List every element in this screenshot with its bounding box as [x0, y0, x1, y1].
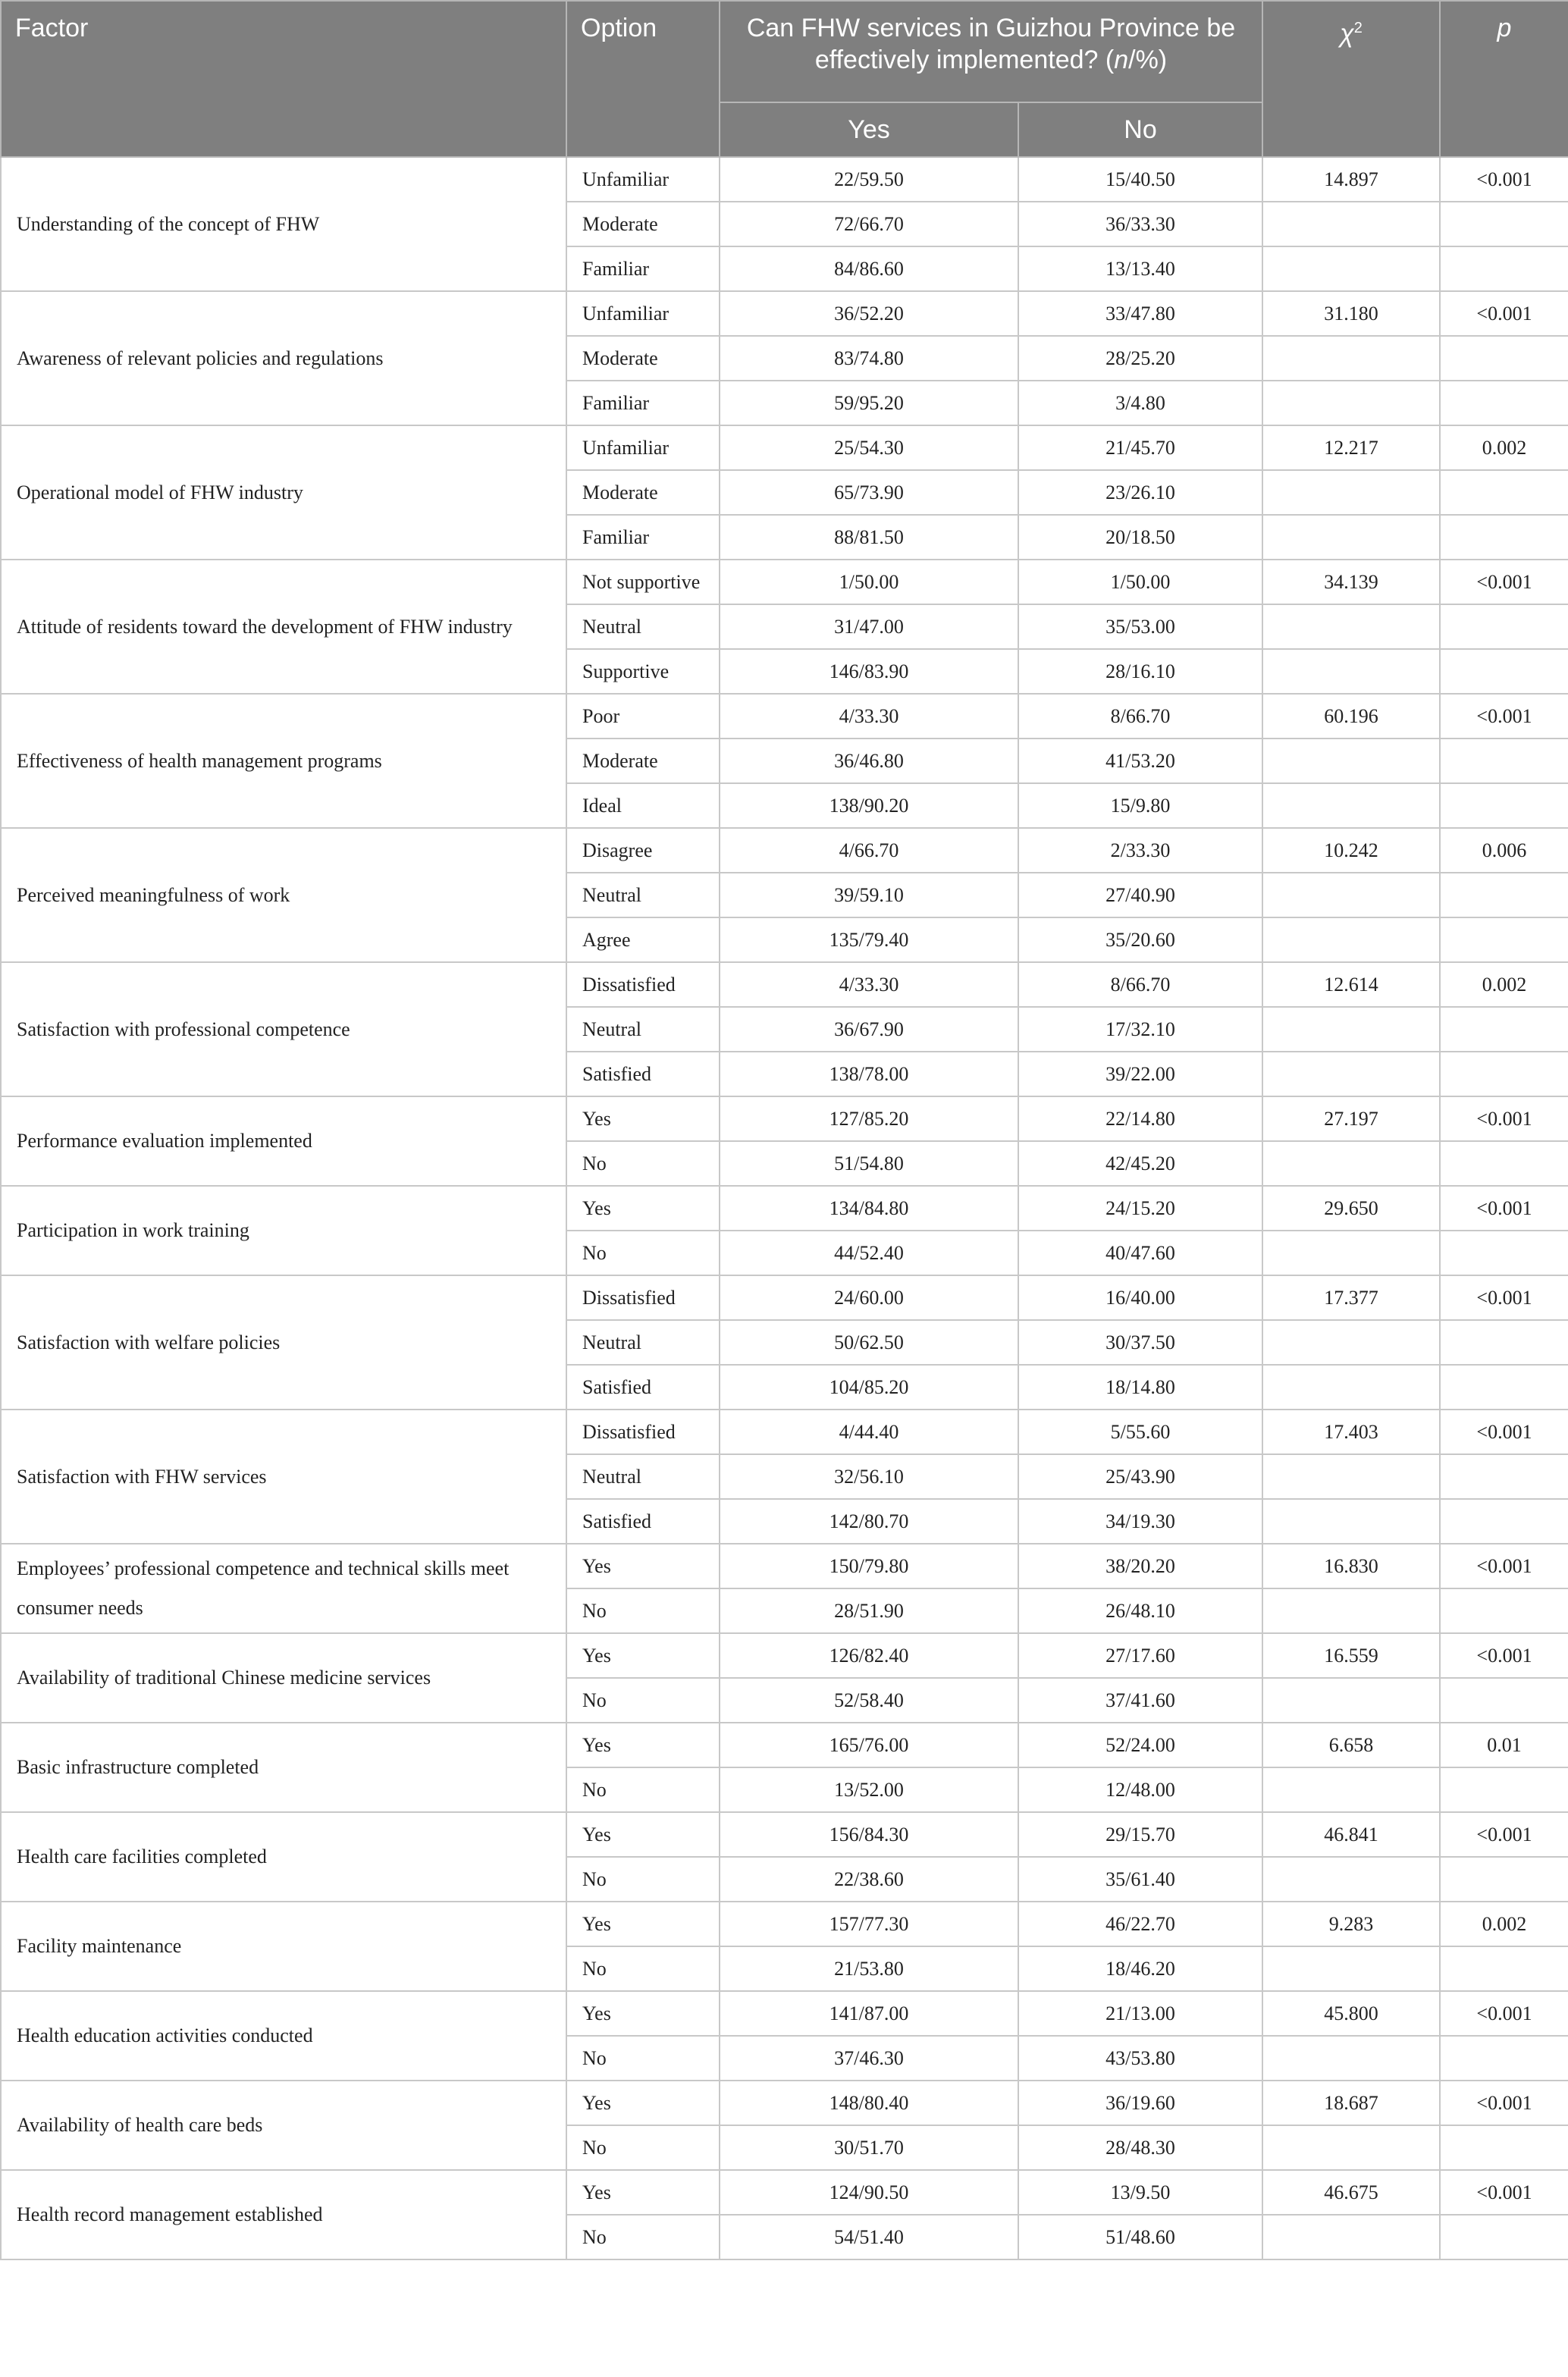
yes-value-cell: 72/66.70	[720, 202, 1018, 246]
factor-cell: Participation in work training	[1, 1186, 566, 1275]
factor-cell: Performance evaluation implemented	[1, 1096, 566, 1186]
yes-value-cell: 24/60.00	[720, 1275, 1018, 1320]
p-value-cell	[1440, 649, 1568, 694]
chi-square-cell: 27.197	[1262, 1096, 1440, 1141]
no-value-cell: 22/14.80	[1018, 1096, 1262, 1141]
factor-cell: Facility maintenance	[1, 1902, 566, 1991]
question-pct: /%)	[1128, 45, 1168, 74]
no-value-cell: 52/24.00	[1018, 1723, 1262, 1767]
p-value-cell	[1440, 2125, 1568, 2170]
no-value-cell: 43/53.80	[1018, 2036, 1262, 2081]
p-value-cell	[1440, 1857, 1568, 1902]
yes-value-cell: 36/46.80	[720, 739, 1018, 783]
no-value-cell: 13/13.40	[1018, 246, 1262, 291]
no-value-cell: 51/48.60	[1018, 2215, 1262, 2259]
no-value-cell: 27/40.90	[1018, 873, 1262, 917]
no-value-cell: 41/53.20	[1018, 739, 1262, 783]
option-cell: Familiar	[566, 515, 720, 560]
yes-value-cell: 4/33.30	[720, 694, 1018, 739]
factor-cell: Health record management established	[1, 2170, 566, 2259]
no-value-cell: 21/45.70	[1018, 425, 1262, 470]
yes-value-cell: 21/53.80	[720, 1946, 1018, 1991]
option-cell: Neutral	[566, 604, 720, 649]
p-value-cell	[1440, 604, 1568, 649]
yes-value-cell: 150/79.80	[720, 1544, 1018, 1588]
chi-square-cell: 46.675	[1262, 2170, 1440, 2215]
p-value-cell: <0.001	[1440, 291, 1568, 336]
option-cell: Neutral	[566, 1007, 720, 1052]
yes-value-cell: 84/86.60	[720, 246, 1018, 291]
factor-column-header: Factor	[1, 1, 566, 157]
table-row	[1, 1902, 1568, 1946]
chi-square-cell: 29.650	[1262, 1186, 1440, 1231]
yes-value-cell: 127/85.20	[720, 1096, 1018, 1141]
p-value-cell: <0.001	[1440, 2081, 1568, 2125]
option-cell: Neutral	[566, 1454, 720, 1499]
p-value-cell: 0.006	[1440, 828, 1568, 873]
option-cell: No	[566, 2125, 720, 2170]
chi-square-cell	[1262, 470, 1440, 515]
table-row	[1, 1544, 1568, 1588]
chi-square-cell: 12.614	[1262, 962, 1440, 1007]
yes-value-cell: 52/58.40	[720, 1678, 1018, 1723]
no-value-cell: 36/33.30	[1018, 202, 1262, 246]
no-value-cell: 35/53.00	[1018, 604, 1262, 649]
yes-value-cell: 25/54.30	[720, 425, 1018, 470]
no-value-cell: 26/48.10	[1018, 1588, 1262, 1633]
no-value-cell: 39/22.00	[1018, 1052, 1262, 1096]
no-value-cell: 36/19.60	[1018, 2081, 1262, 2125]
yes-value-cell: 65/73.90	[720, 470, 1018, 515]
no-value-cell: 42/45.20	[1018, 1141, 1262, 1186]
yes-value-cell: 13/52.00	[720, 1767, 1018, 1812]
yes-value-cell: 88/81.50	[720, 515, 1018, 560]
no-value-cell: 25/43.90	[1018, 1454, 1262, 1499]
option-cell: Familiar	[566, 246, 720, 291]
chi-square-cell: 17.377	[1262, 1275, 1440, 1320]
option-cell: No	[566, 2215, 720, 2259]
option-cell: No	[566, 1231, 720, 1275]
table-row	[1, 291, 1568, 336]
option-cell: Yes	[566, 1096, 720, 1141]
p-value-cell	[1440, 1320, 1568, 1365]
yes-value-cell: 37/46.30	[720, 2036, 1018, 2081]
chi-square-cell	[1262, 1588, 1440, 1633]
no-value-cell: 30/37.50	[1018, 1320, 1262, 1365]
option-cell: Moderate	[566, 336, 720, 381]
option-cell: Yes	[566, 1633, 720, 1678]
option-cell: Ideal	[566, 783, 720, 828]
p-value-cell	[1440, 381, 1568, 425]
option-cell: No	[566, 1678, 720, 1723]
p-value-cell: <0.001	[1440, 1633, 1568, 1678]
no-value-cell: 40/47.60	[1018, 1231, 1262, 1275]
p-value-cell	[1440, 1678, 1568, 1723]
no-value-cell: 13/9.50	[1018, 2170, 1262, 2215]
table-row	[1, 1723, 1568, 1767]
yes-value-cell: 135/79.40	[720, 917, 1018, 962]
factor-cell: Availability of traditional Chinese medicine services	[1, 1633, 566, 1723]
factor-cell: Satisfaction with welfare policies	[1, 1275, 566, 1410]
no-value-cell: 35/61.40	[1018, 1857, 1262, 1902]
factor-cell: Understanding of the concept of FHW	[1, 157, 566, 291]
chi-square-cell	[1262, 739, 1440, 783]
chi-square-cell	[1262, 202, 1440, 246]
question-n: n	[1114, 45, 1129, 74]
factor-cell: Awareness of relevant policies and regulations	[1, 291, 566, 425]
option-cell: Poor	[566, 694, 720, 739]
option-cell: Familiar	[566, 381, 720, 425]
option-column-header: Option	[566, 1, 720, 157]
yes-value-cell: 32/56.10	[720, 1454, 1018, 1499]
chi-square-cell	[1262, 2125, 1440, 2170]
option-cell: Yes	[566, 1991, 720, 2036]
option-cell: Yes	[566, 1902, 720, 1946]
table-header	[1, 1, 1568, 157]
no-value-cell: 20/18.50	[1018, 515, 1262, 560]
p-value-cell: 0.002	[1440, 962, 1568, 1007]
table-row	[1, 962, 1568, 1007]
option-cell: No	[566, 1141, 720, 1186]
factor-cell: Operational model of FHW industry	[1, 425, 566, 560]
option-cell: Satisfied	[566, 1052, 720, 1096]
yes-value-cell: 134/84.80	[720, 1186, 1018, 1231]
no-value-cell: 38/20.20	[1018, 1544, 1262, 1588]
no-value-cell: 46/22.70	[1018, 1902, 1262, 1946]
option-cell: Unfamiliar	[566, 291, 720, 336]
no-value-cell: 16/40.00	[1018, 1275, 1262, 1320]
p-value-cell: <0.001	[1440, 560, 1568, 604]
no-value-cell: 17/32.10	[1018, 1007, 1262, 1052]
option-cell: Disagree	[566, 828, 720, 873]
chi-square-cell	[1262, 604, 1440, 649]
option-cell: No	[566, 1857, 720, 1902]
yes-value-cell: 142/80.70	[720, 1499, 1018, 1544]
factor-cell: Availability of health care beds	[1, 2081, 566, 2170]
table-row	[1, 425, 1568, 470]
yes-value-cell: 104/85.20	[720, 1365, 1018, 1410]
p-value-cell: <0.001	[1440, 1410, 1568, 1454]
factor-cell: Basic infrastructure completed	[1, 1723, 566, 1812]
yes-value-cell: 83/74.80	[720, 336, 1018, 381]
table-row	[1, 1812, 1568, 1857]
p-value-cell	[1440, 515, 1568, 560]
option-cell: Moderate	[566, 739, 720, 783]
p-value-cell	[1440, 470, 1568, 515]
yes-value-cell: 165/76.00	[720, 1723, 1018, 1767]
yes-value-cell: 50/62.50	[720, 1320, 1018, 1365]
option-cell: Yes	[566, 1186, 720, 1231]
no-value-cell: 15/40.50	[1018, 157, 1262, 202]
no-value-cell: 34/19.30	[1018, 1499, 1262, 1544]
yes-value-cell: 36/52.20	[720, 291, 1018, 336]
option-cell: Dissatisfied	[566, 1275, 720, 1320]
factor-cell: Perceived meaningfulness of work	[1, 828, 566, 962]
chi-square-cell	[1262, 1231, 1440, 1275]
yes-value-cell: 126/82.40	[720, 1633, 1018, 1678]
p-value-cell	[1440, 202, 1568, 246]
p-value-cell	[1440, 2215, 1568, 2259]
p-value-cell: 0.002	[1440, 1902, 1568, 1946]
chi-square-cell	[1262, 649, 1440, 694]
chi-square-cell: 31.180	[1262, 291, 1440, 336]
no-value-cell: 29/15.70	[1018, 1812, 1262, 1857]
p-value-cell	[1440, 1141, 1568, 1186]
option-cell: Neutral	[566, 1320, 720, 1365]
table-row	[1, 1275, 1568, 1320]
no-value-cell: 24/15.20	[1018, 1186, 1262, 1231]
option-cell: Not supportive	[566, 560, 720, 604]
p-value-cell: <0.001	[1440, 694, 1568, 739]
chi-square-cell	[1262, 1767, 1440, 1812]
yes-value-cell: 146/83.90	[720, 649, 1018, 694]
p-value-cell: 0.01	[1440, 1723, 1568, 1767]
p-column-header: p	[1440, 1, 1568, 157]
factor-cell: Effectiveness of health management programs	[1, 694, 566, 828]
chi-square-cell	[1262, 873, 1440, 917]
table-row	[1, 157, 1568, 202]
table-row	[1, 560, 1568, 604]
p-value-cell: <0.001	[1440, 1991, 1568, 2036]
option-cell: No	[566, 2036, 720, 2081]
factor-cell: Health care facilities completed	[1, 1812, 566, 1902]
yes-value-cell: 148/80.40	[720, 2081, 1018, 2125]
table-row	[1, 1096, 1568, 1141]
option-cell: Satisfied	[566, 1499, 720, 1544]
no-value-cell: 23/26.10	[1018, 470, 1262, 515]
p-value-cell: <0.001	[1440, 157, 1568, 202]
option-cell: Supportive	[566, 649, 720, 694]
no-column-header: No	[1018, 102, 1262, 157]
yes-value-cell: 31/47.00	[720, 604, 1018, 649]
option-cell: Moderate	[566, 202, 720, 246]
table-row	[1, 2081, 1568, 2125]
yes-value-cell: 138/90.20	[720, 783, 1018, 828]
factor-cell: Satisfaction with professional competence	[1, 962, 566, 1096]
yes-value-cell: 4/66.70	[720, 828, 1018, 873]
yes-value-cell: 1/50.00	[720, 560, 1018, 604]
yes-value-cell: 22/59.50	[720, 157, 1018, 202]
p-value-cell	[1440, 1231, 1568, 1275]
p-value-cell	[1440, 1767, 1568, 1812]
p-value-cell: <0.001	[1440, 1812, 1568, 1857]
no-value-cell: 28/48.30	[1018, 2125, 1262, 2170]
yes-value-cell: 156/84.30	[720, 1812, 1018, 1857]
table-row	[1, 2170, 1568, 2215]
question-column-header	[720, 1, 1262, 102]
yes-column-header: Yes	[720, 102, 1018, 157]
p-value-cell: <0.001	[1440, 1544, 1568, 1588]
p-value-cell	[1440, 1052, 1568, 1096]
option-cell: Agree	[566, 917, 720, 962]
p-value-cell	[1440, 1454, 1568, 1499]
table-row	[1, 1633, 1568, 1678]
chi-superscript: 2	[1353, 20, 1363, 36]
table-row	[1, 694, 1568, 739]
chi-square-cell: 9.283	[1262, 1902, 1440, 1946]
yes-value-cell: 141/87.00	[720, 1991, 1018, 2036]
chi-square-cell: 34.139	[1262, 560, 1440, 604]
p-value-cell	[1440, 739, 1568, 783]
chi-square-cell	[1262, 1320, 1440, 1365]
yes-value-cell: 44/52.40	[720, 1231, 1018, 1275]
option-cell: No	[566, 1946, 720, 1991]
no-value-cell: 15/9.80	[1018, 783, 1262, 828]
table-body	[1, 157, 1568, 2259]
no-value-cell: 33/47.80	[1018, 291, 1262, 336]
p-value-cell	[1440, 917, 1568, 962]
no-value-cell: 18/14.80	[1018, 1365, 1262, 1410]
p-value-cell	[1440, 1365, 1568, 1410]
table-row	[1, 828, 1568, 873]
chi-square-cell: 45.800	[1262, 1991, 1440, 2036]
no-value-cell: 35/20.60	[1018, 917, 1262, 962]
chi-square-cell: 17.403	[1262, 1410, 1440, 1454]
chi-square-cell	[1262, 1946, 1440, 1991]
p-value-cell: 0.002	[1440, 425, 1568, 470]
no-value-cell: 8/66.70	[1018, 962, 1262, 1007]
no-value-cell: 2/33.30	[1018, 828, 1262, 873]
chi-square-cell	[1262, 381, 1440, 425]
p-value-cell	[1440, 783, 1568, 828]
chi-square-cell	[1262, 1857, 1440, 1902]
chi-square-cell	[1262, 1141, 1440, 1186]
p-value-cell: <0.001	[1440, 1186, 1568, 1231]
factor-cell: Health education activities conducted	[1, 1991, 566, 2081]
yes-value-cell: 138/78.00	[720, 1052, 1018, 1096]
p-value-cell	[1440, 1588, 1568, 1633]
option-cell: No	[566, 1588, 720, 1633]
no-value-cell: 5/55.60	[1018, 1410, 1262, 1454]
chi-square-cell: 16.830	[1262, 1544, 1440, 1588]
option-cell: Unfamiliar	[566, 425, 720, 470]
chi-square-cell: 14.897	[1262, 157, 1440, 202]
chi-square-cell: 16.559	[1262, 1633, 1440, 1678]
option-cell: Yes	[566, 1544, 720, 1588]
table-row	[1, 1410, 1568, 1454]
table-row	[1, 1991, 1568, 2036]
option-cell: Dissatisfied	[566, 962, 720, 1007]
option-cell: Yes	[566, 2170, 720, 2215]
table-row	[1, 1186, 1568, 1231]
no-value-cell: 27/17.60	[1018, 1633, 1262, 1678]
no-value-cell: 28/25.20	[1018, 336, 1262, 381]
option-cell: Yes	[566, 1723, 720, 1767]
question-text: Can FHW services in Guizhou Province be effectively implemented? (	[746, 14, 1236, 74]
yes-value-cell: 28/51.90	[720, 1588, 1018, 1633]
p-value-cell	[1440, 246, 1568, 291]
chi-square-cell	[1262, 246, 1440, 291]
no-value-cell: 12/48.00	[1018, 1767, 1262, 1812]
chi-square-cell	[1262, 1007, 1440, 1052]
yes-value-cell: 157/77.30	[720, 1902, 1018, 1946]
p-value-cell	[1440, 2036, 1568, 2081]
yes-value-cell: 36/67.90	[720, 1007, 1018, 1052]
yes-value-cell: 4/44.40	[720, 1410, 1018, 1454]
chi-square-cell: 18.687	[1262, 2081, 1440, 2125]
chi-square-cell: 10.242	[1262, 828, 1440, 873]
chi-square-cell: 46.841	[1262, 1812, 1440, 1857]
option-cell: Satisfied	[566, 1365, 720, 1410]
yes-value-cell: 4/33.30	[720, 962, 1018, 1007]
chi-square-cell	[1262, 1454, 1440, 1499]
chi-square-cell: 6.658	[1262, 1723, 1440, 1767]
chi-square-cell	[1262, 783, 1440, 828]
factor-cell: Attitude of residents toward the development of FHW industry	[1, 560, 566, 694]
p-value-cell	[1440, 1946, 1568, 1991]
chi-square-cell: 12.217	[1262, 425, 1440, 470]
chi-square-cell	[1262, 1365, 1440, 1410]
p-value-cell: <0.001	[1440, 1275, 1568, 1320]
yes-value-cell: 39/59.10	[720, 873, 1018, 917]
option-cell: Yes	[566, 1812, 720, 1857]
option-cell: Dissatisfied	[566, 1410, 720, 1454]
no-value-cell: 37/41.60	[1018, 1678, 1262, 1723]
chi-symbol: χ	[1340, 19, 1354, 49]
chi-square-cell	[1262, 1499, 1440, 1544]
chi-square-cell	[1262, 917, 1440, 962]
option-cell: Yes	[566, 2081, 720, 2125]
chi-square-cell	[1262, 2036, 1440, 2081]
chi-square-cell	[1262, 2215, 1440, 2259]
yes-value-cell: 22/38.60	[720, 1857, 1018, 1902]
p-value-cell: <0.001	[1440, 1096, 1568, 1141]
option-cell: Unfamiliar	[566, 157, 720, 202]
option-cell: Moderate	[566, 470, 720, 515]
factor-cell: Employees’ professional competence and technical skills meet consumer needs	[1, 1544, 566, 1633]
chi-square-cell	[1262, 515, 1440, 560]
no-value-cell: 3/4.80	[1018, 381, 1262, 425]
no-value-cell: 1/50.00	[1018, 560, 1262, 604]
factor-cell: Satisfaction with FHW services	[1, 1410, 566, 1544]
chi-square-cell	[1262, 336, 1440, 381]
p-value-cell: <0.001	[1440, 2170, 1568, 2215]
option-cell: No	[566, 1767, 720, 1812]
yes-value-cell: 54/51.40	[720, 2215, 1018, 2259]
no-value-cell: 21/13.00	[1018, 1991, 1262, 2036]
yes-value-cell: 59/95.20	[720, 381, 1018, 425]
p-value-cell	[1440, 1499, 1568, 1544]
no-value-cell: 8/66.70	[1018, 694, 1262, 739]
chi-square-cell: 60.196	[1262, 694, 1440, 739]
yes-value-cell: 51/54.80	[720, 1141, 1018, 1186]
yes-value-cell: 30/51.70	[720, 2125, 1018, 2170]
option-cell: Neutral	[566, 873, 720, 917]
yes-value-cell: 124/90.50	[720, 2170, 1018, 2215]
chi-square-cell	[1262, 1678, 1440, 1723]
p-value-cell	[1440, 336, 1568, 381]
no-value-cell: 18/46.20	[1018, 1946, 1262, 1991]
no-value-cell: 28/16.10	[1018, 649, 1262, 694]
p-value-cell	[1440, 1007, 1568, 1052]
p-value-cell	[1440, 873, 1568, 917]
chi-square-column-header	[1262, 1, 1440, 157]
chi-square-cell	[1262, 1052, 1440, 1096]
